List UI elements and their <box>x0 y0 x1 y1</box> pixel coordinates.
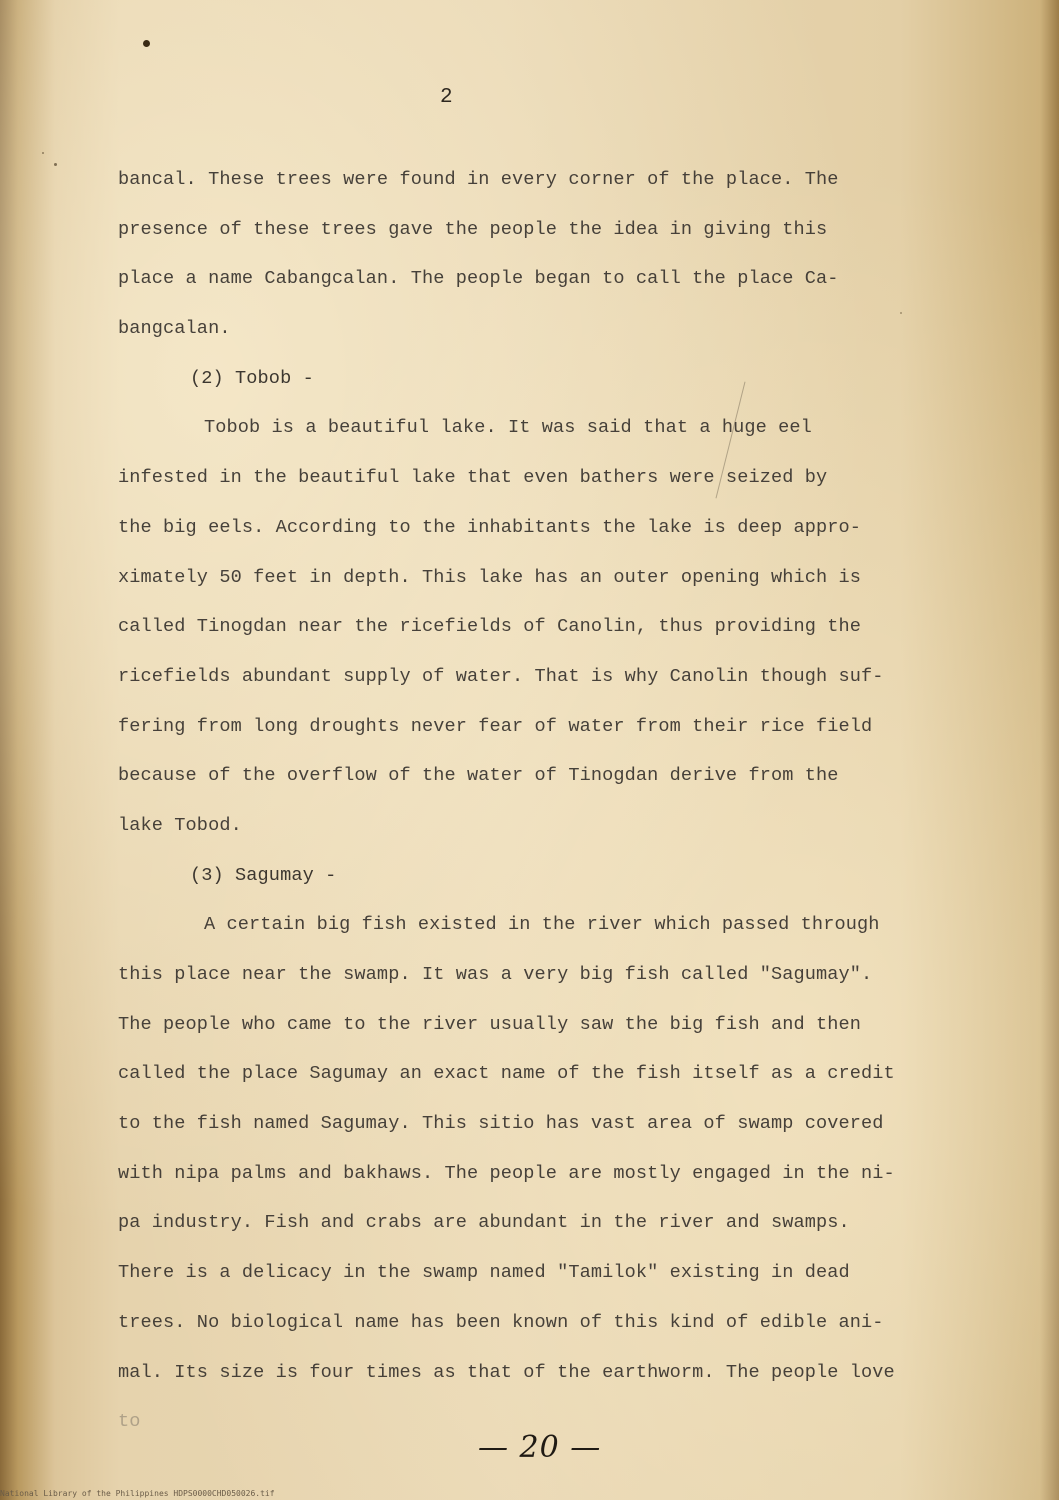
handwritten-page-number: — 20 — <box>478 1430 602 1465</box>
text-line: to the fish named Sagumay. This sitio has vast area of swamp covered <box>118 1113 884 1135</box>
section-heading: (3) Sagumay - <box>190 864 337 886</box>
typed-text-body <box>118 155 998 1447</box>
text-line: trees. No biological name has been known of this kind of edible ani- <box>118 1311 884 1333</box>
text-line: bancal. These trees were found in every corner of the place. The <box>118 169 839 190</box>
text-line: fering from long droughts never fear of water from their rice field <box>118 715 873 737</box>
text-line: mal. Its size is four times as that of the earthworm. The people love <box>118 1361 895 1383</box>
text-line: A certain big fish existed in the river which passed through <box>204 914 880 936</box>
text-line: ximately 50 feet in depth. This lake has an outer opening which is <box>118 566 862 588</box>
text-line: called Tinogdan near the ricefields of Canolin, thus providing the <box>118 616 862 638</box>
text-line: infested in the beautiful lake that even bathers were seized by <box>118 467 828 489</box>
text-line: place a name Cabangcalan. The people began to call the place Ca- <box>118 268 839 290</box>
text-line: called the place Sagumay an exact name of the fish itself as a credit <box>118 1063 895 1085</box>
ink-speck <box>54 163 57 166</box>
ink-speck <box>42 152 44 154</box>
text-line: The people who came to the river usually saw the big fish and then <box>118 1013 862 1035</box>
text-line: to <box>118 1411 141 1433</box>
text-line: ricefields abundant supply of water. That is why Canolin though suf- <box>118 665 884 687</box>
text-line: presence of these trees gave the people the idea in giving this <box>118 218 828 240</box>
text-line: with nipa palms and bakhaws. The people are mostly engaged in the ni- <box>118 1162 895 1184</box>
text-line: bangcalan. <box>118 318 231 340</box>
text-line: There is a delicacy in the swamp named "Tamilok" existing in dead <box>118 1262 850 1284</box>
text-line: pa industry. Fish and crabs are abundant in the river and swamps. <box>118 1212 850 1234</box>
text-line: this place near the swamp. It was a very big fish called "Sagumay". <box>118 964 873 985</box>
page-number: 2 <box>440 86 453 109</box>
text-line: lake Tobod. <box>118 814 242 836</box>
text-line: the big eels. According to the inhabitants the lake is deep appro- <box>118 516 862 538</box>
section-heading: (2) Tobob - <box>190 367 314 389</box>
ink-speck <box>143 40 150 47</box>
text-line: because of the overflow of the water of Tinogdan derive from the <box>118 765 839 787</box>
text-line: Tobob is a beautiful lake. It was said that a huge eel <box>204 417 812 439</box>
archive-footer-stamp: National Library of the Philippines HDPS0000CHD050026.tif <box>0 1489 275 1498</box>
